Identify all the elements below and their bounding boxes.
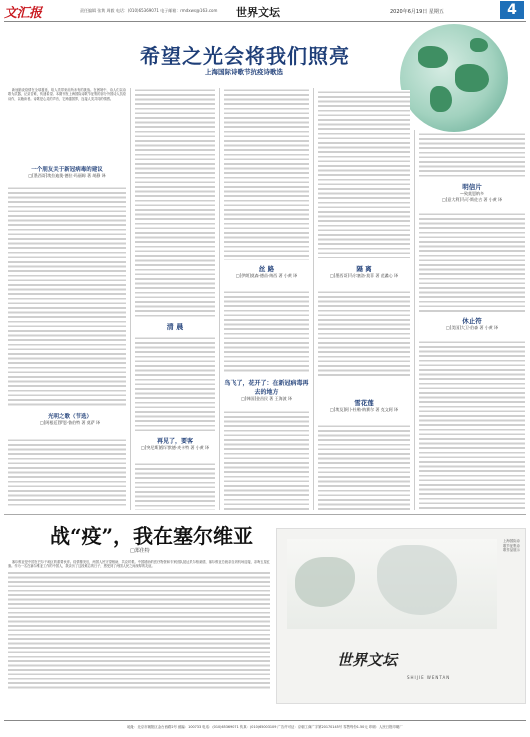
image-caption: 上海国际诗歌节征集诗歌作品展示 xyxy=(503,539,520,553)
column-4-verse xyxy=(318,90,410,258)
poem-8-body xyxy=(318,424,410,510)
column-divider xyxy=(414,130,415,510)
poem-8-byline: □[埃及]阿卜杜勒·纳赛尔 著 克文阿 译 xyxy=(330,407,398,412)
column-divider xyxy=(130,88,131,510)
poem-4 xyxy=(135,436,215,451)
exhibit-photo xyxy=(287,539,497,629)
poem-6-body xyxy=(224,410,309,510)
feature-subtitle: 上海国际诗歌节抗疫诗歌选 xyxy=(205,68,283,76)
section-title: 世界文坛 xyxy=(236,6,280,19)
article-body: 塞尔维亚是中国在巴尔干地区的重要伙伴。疫情暴发后，两国人民守望相助，共克时艰。中国援助的医疗物资和专家团队抵达贝尔格莱德，塞尔维亚总统亲自到机场迎接，亲吻五星红旗。作为一名在塞尔维亚工作的中国人，我亲历了这段难忘的日子，感受到了两国人民之间深厚的友谊。 xyxy=(8,560,270,720)
column-2-verse xyxy=(135,88,215,318)
poem-5-byline: □[伊朗]莫森·德苗·纳西 著 小黄 译 xyxy=(235,273,298,278)
page-number: 4 xyxy=(500,1,524,19)
poem-4-body xyxy=(135,462,215,510)
poem-3 xyxy=(135,322,215,332)
poem-6-title: 鸟飞了，花开了：在新冠病毒再去的地方 xyxy=(224,380,309,396)
poem-5 xyxy=(224,264,309,279)
poem-7-byline: □[墨西哥]马尔塞洛·莫菲 著 范蠡心 译 xyxy=(330,273,398,278)
poem-7-title: 隔 离 xyxy=(356,265,372,273)
poem-5-body xyxy=(224,290,309,374)
footer-info: 地址：北京市朝阳区金台西路2号 邮编：100733 电话：(010)65369071 传真：(010)65003109 广告许可证：京朝工商广字第20170145号 零售每份1.50元 印刷：人民日报印刷厂 xyxy=(127,725,403,729)
header-rule xyxy=(4,21,526,22)
poem-9-byline: —致莫恩纳多 □[意大利]马可·斯佐吉 著 小黄 译 xyxy=(442,191,502,202)
newspaper-logo: 文汇报 xyxy=(4,6,42,21)
poem-1 xyxy=(8,165,126,179)
poem-7 xyxy=(318,264,410,279)
poem-8 xyxy=(318,398,410,413)
poem-1-title: 一个朋友关于新冠病毒的建议 xyxy=(31,167,103,173)
column-divider xyxy=(313,88,314,510)
poem-10-body xyxy=(419,340,525,510)
feature-intro: 新冠肺炎疫情在全球蔓延，给人类带来前所未有的挑战。在困境中，诗人们以诗歌为武器，记录苦难，传递希望。本期刊发上海国际诗歌节征集的部分外国诗人抗疫诗作，以飨读者。诗歌是心灵的声音，它跨越国界，连接人类共同的情感。 xyxy=(8,88,126,101)
poem-8-title: 雪花莲 xyxy=(354,399,374,407)
article-byline: □郑佳特 xyxy=(130,548,150,554)
poem-10-byline: □[美国]大卫·伯森 著 小黄 译 xyxy=(446,325,498,330)
brand-sub: SHIJIE WENTAN xyxy=(407,675,451,680)
feature-title: 希望之光会将我们照亮 xyxy=(140,44,350,68)
section-rule xyxy=(4,514,526,515)
poem-4-title: 再见了，要客 xyxy=(156,438,193,445)
poem-5-title: 丝 路 xyxy=(258,265,275,273)
poem-3-body xyxy=(135,336,215,432)
masthead xyxy=(0,0,530,20)
poem-3-title: 清 晨 xyxy=(166,323,184,331)
poem-2 xyxy=(20,412,120,426)
editor-info: 责任编辑 张隽 周毅 电话：(010)65369071 电子邮箱：rmdxws@163.com xyxy=(80,8,218,13)
article-title: 战“疫”，我在塞尔维亚 xyxy=(50,524,254,548)
poem-9-title: 明信片 xyxy=(462,183,482,191)
poem-6 xyxy=(224,378,309,402)
globe-illustration xyxy=(400,24,508,132)
poem-10 xyxy=(419,316,525,331)
poem-2-body xyxy=(8,438,126,508)
poetry-exhibit-image xyxy=(276,528,526,704)
column-3-verse xyxy=(224,88,309,260)
poem-6-byline: □[韩国]金昌民 著 王海波 译 xyxy=(241,396,292,401)
poem-9-body xyxy=(419,212,525,312)
poem-2-byline: □[阿根廷]罗恩·鲁伯特 著 莫萨 译 xyxy=(40,420,100,425)
footer-rule xyxy=(4,720,526,721)
poem-9 xyxy=(419,182,525,203)
poem-10-title: 休止符 xyxy=(462,317,482,325)
poem-1-body xyxy=(8,186,126,406)
brand-mark: 世界文坛 xyxy=(337,651,398,669)
issue-date: 2020年6月19日 星期五 xyxy=(390,9,444,15)
poem-7-body xyxy=(318,290,410,378)
column-divider xyxy=(219,88,220,510)
poem-4-byline: □[突尼斯]穆罕默德·麦卡特 著 小黄 译 xyxy=(141,445,209,450)
poem-1-byline: □[墨西哥]埃拉迪奥·德拉·玛丽姆 著 胡静 译 xyxy=(28,173,106,178)
poem-2-title: 光明之歌（节选） xyxy=(47,414,92,420)
column-5-verse xyxy=(419,132,525,178)
